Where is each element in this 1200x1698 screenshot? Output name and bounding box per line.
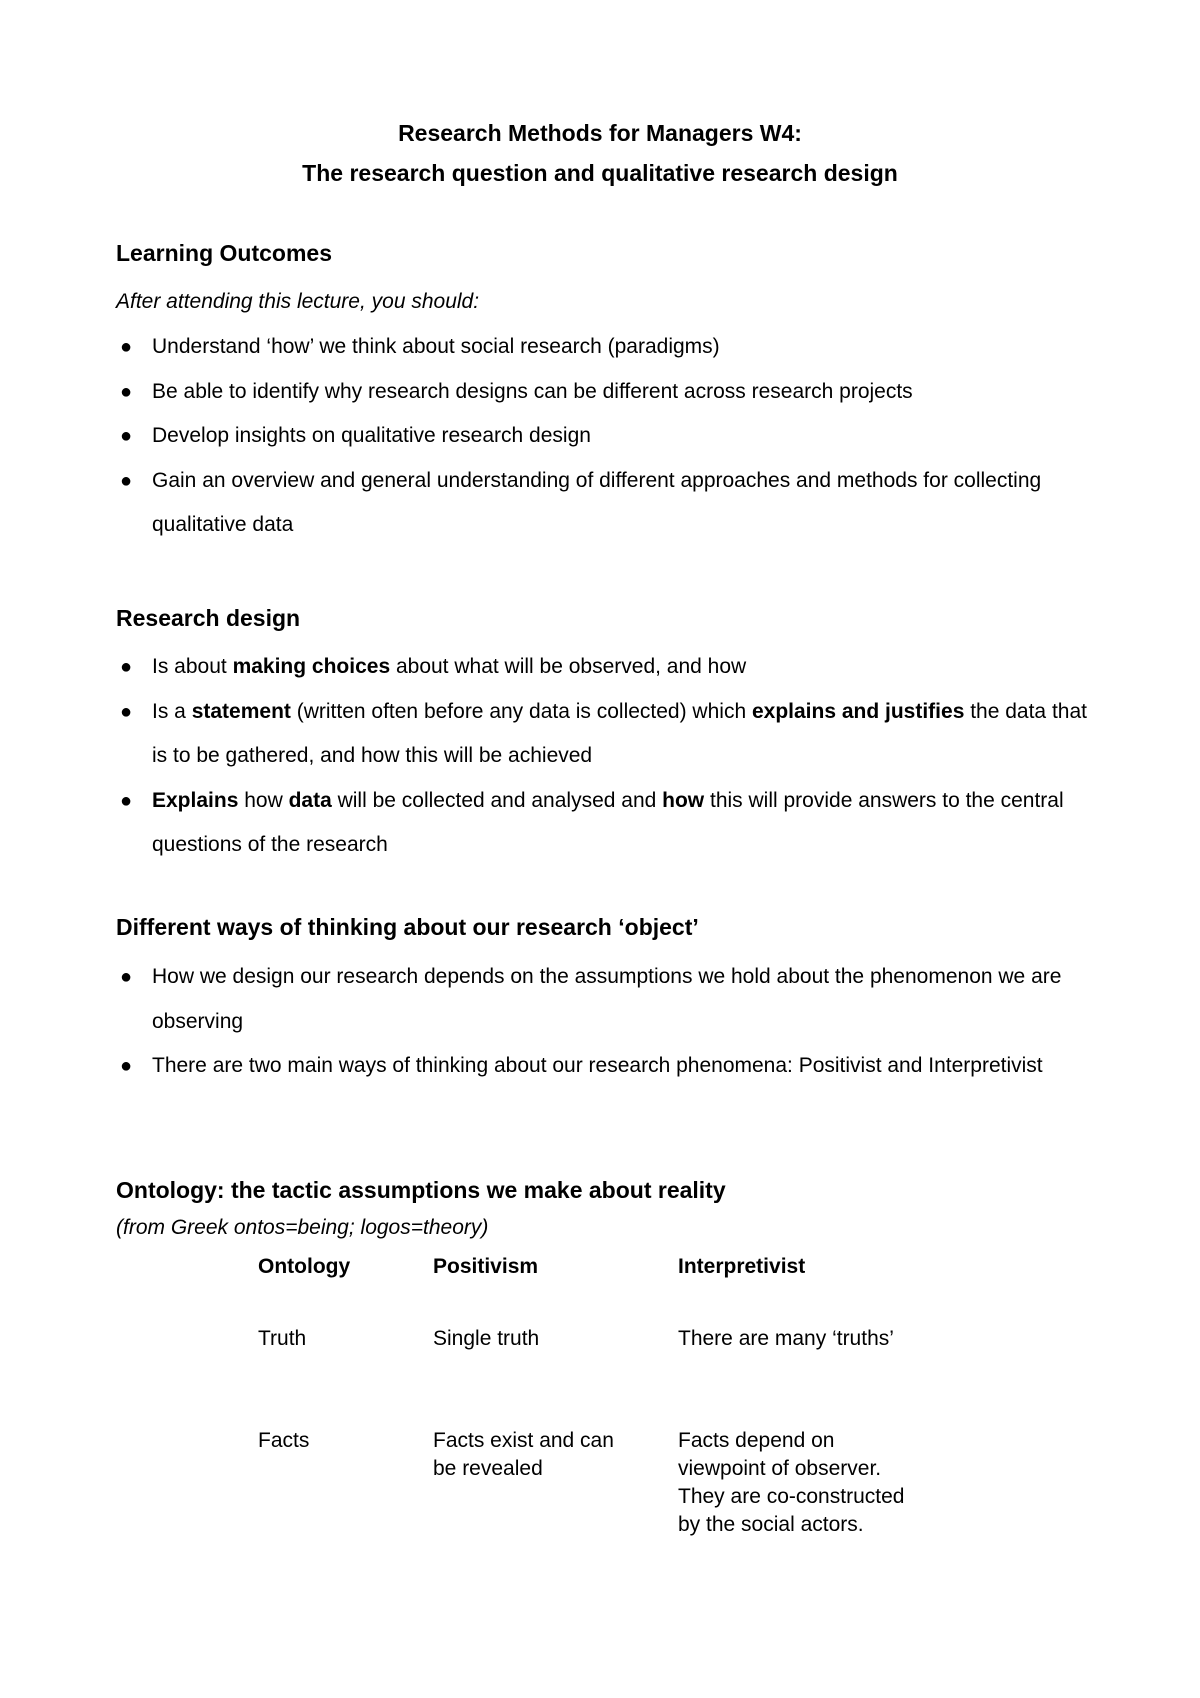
- table-cell-truth-positivism: Single truth: [433, 1327, 540, 1350]
- list-item: ● How we design our research depends on the assumptions we hold about the phenomenon we are observing: [116, 955, 1096, 1044]
- list-item: ● Develop insights on qualitative research design: [116, 414, 1096, 459]
- text-segment: the data that is to be gathered, and how this will be achieved: [152, 699, 1087, 767]
- bullet-icon: ●: [119, 1055, 133, 1077]
- bullet-icon: ●: [119, 380, 133, 403]
- ways-of-thinking-heading: Different ways of thinking about our research ‘object’: [116, 914, 699, 940]
- document-title-line-2: The research question and qualitative research design: [302, 160, 898, 186]
- list-item: ● There are two main ways of thinking about our research phenomena: Positivist and Interpretivist: [116, 1044, 1096, 1089]
- list-item: ● Be able to identify why research designs can be different across research projects: [116, 370, 1096, 415]
- list-item: [116, 690, 1096, 779]
- ways-of-thinking-list: [116, 955, 1096, 1089]
- text-segment: Is a: [152, 699, 192, 723]
- table-cell-facts-interpretivist: Facts depend on viewpoint of observer. They are co-constructed by the social actors.: [678, 1429, 905, 1536]
- research-design-list: [116, 645, 1096, 868]
- text-segment: how: [662, 788, 705, 812]
- text-segment: this will provide answers to the central questions of the research: [152, 788, 1064, 856]
- bullet-icon: ●: [119, 700, 133, 723]
- list-item: [116, 779, 1096, 868]
- text-segment: (written often before any data is collected) which: [290, 699, 752, 723]
- table-header-interpretivist: Interpretivist: [678, 1255, 806, 1278]
- bullet-icon: ●: [119, 469, 133, 492]
- table-cell-truth: Truth: [258, 1327, 307, 1350]
- bullet-icon: ●: [119, 425, 133, 447]
- list-item: ● Gain an overview and general understanding of different approaches and methods for collecting qualitative data: [116, 459, 1096, 548]
- table-cell-facts: Facts: [258, 1429, 310, 1452]
- learning-outcomes-intro: After attending this lecture, you should:: [116, 290, 480, 313]
- table-cell-truth-interpretivist: There are many ‘truths’: [678, 1327, 894, 1350]
- text-segment: how: [238, 788, 289, 812]
- learning-outcomes-heading: Learning Outcomes: [116, 240, 332, 266]
- bullet-icon: ●: [119, 789, 133, 812]
- table-header-positivism: Positivism: [433, 1255, 539, 1278]
- text-segment: making choices: [232, 655, 391, 678]
- list-item: [116, 645, 1096, 690]
- text-segment: will be collected and analysed and: [331, 788, 663, 812]
- learning-outcomes-list: [116, 325, 1096, 548]
- list-item: ● Understand ‘how’ we think about social research (paradigms): [116, 325, 1096, 370]
- document-title-line-1: Research Methods for Managers W4:: [398, 120, 802, 146]
- ontology-heading: Ontology: the tactic assumptions we make about reality: [116, 1177, 726, 1203]
- text-segment: Explains: [152, 788, 239, 812]
- text-segment: data: [288, 788, 332, 812]
- research-design-heading: Research design: [116, 605, 301, 631]
- bullet-icon: ●: [119, 656, 133, 678]
- text-segment: Is about: [152, 655, 233, 678]
- text-segment: statement: [191, 699, 291, 723]
- ontology-subtitle: (from Greek ontos=being; logos=theory): [116, 1216, 489, 1239]
- table-header-ontology: Ontology: [258, 1255, 351, 1278]
- text-segment: explains and justifies: [751, 699, 965, 723]
- table-cell-facts-positivism: Facts exist and can be revealed: [433, 1429, 614, 1480]
- bullet-icon: ●: [119, 966, 133, 988]
- text-segment: about what will be observed, and how: [390, 655, 747, 678]
- bullet-icon: ●: [119, 336, 133, 358]
